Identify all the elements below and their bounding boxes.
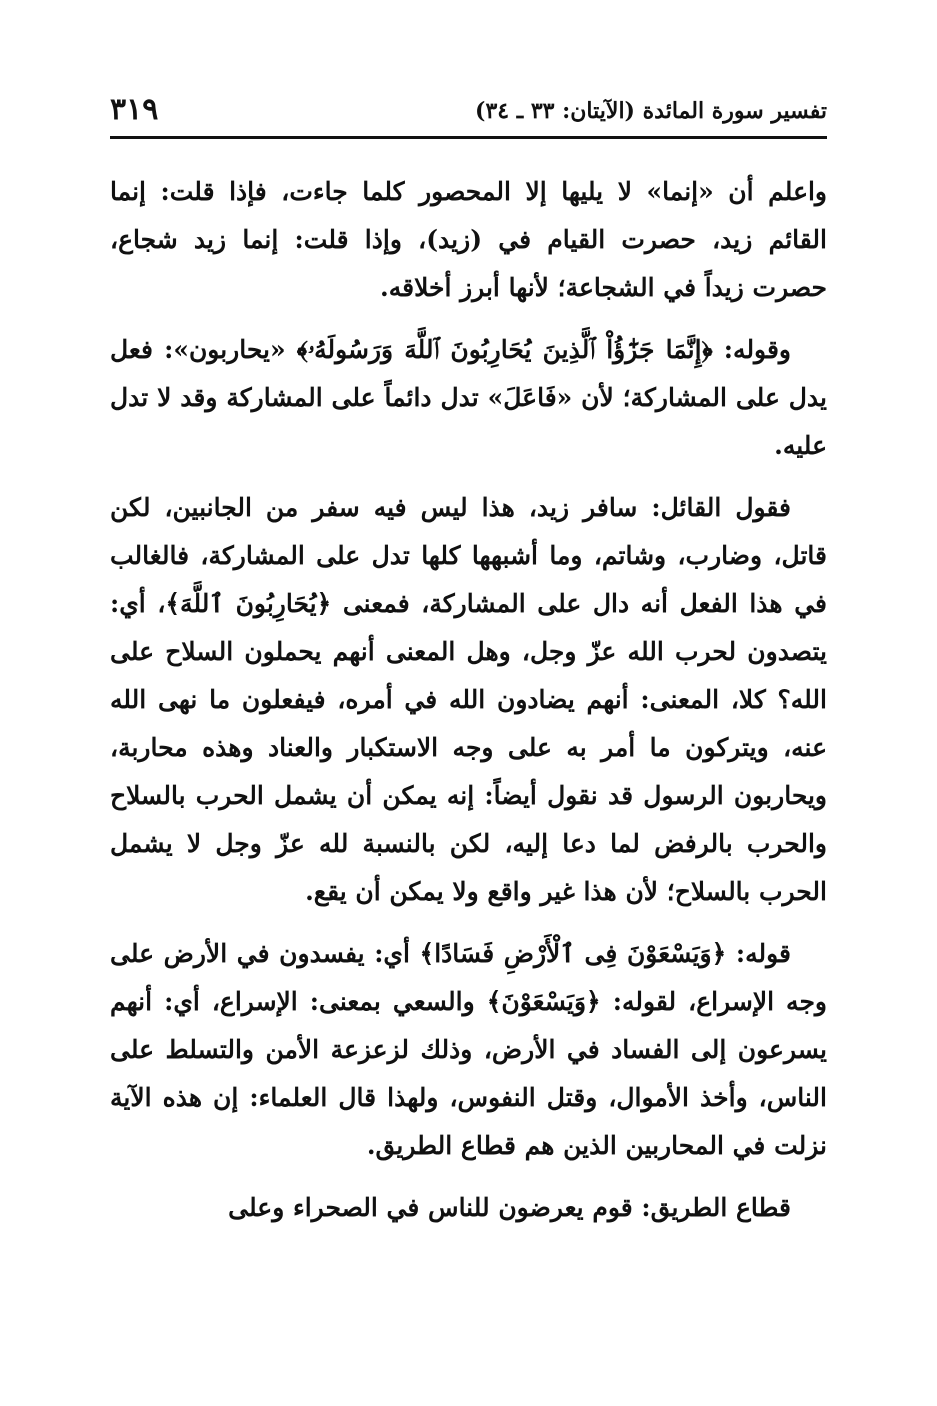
running-header	[110, 92, 827, 140]
paragraph-1: واعلم أن «إنما» لا يليها إلا المحصور كلما جاءت، فإذا قلت: إنما القائم زيد، حصرت القيام في (زيد)، وإذا قلت: إنما زيد شجاع، حصرت زيداً في الشجاعة؛ لأنها أبرز أخلاقه.	[110, 177, 827, 302]
paragraph-4: قوله: ﴿وَيَسْعَوْنَ فِى ٱلْأَرْضِ فَسَادًا﴾ أي: يفسدون في الأرض على وجه الإسراع، لقوله: ﴿وَيَسْعَوْنَ﴾ والسعي بمعنى: الإسراع، أي: أنهم يسرعون إلى الفساد في الأرض، وذلك لزعزعة الأمن والتسلط على الناس، وأخذ الأموال، وقتل النفوس، ولهذا قال العلماء: إن هذه الآية نزلت في المحاربين الذين هم قطاع الطريق.	[110, 939, 827, 1160]
paragraph-3: فقول القائل: سافر زيد، هذا ليس فيه سفر من الجانبين، لكن قاتل، وضارب، وشاتم، وما أشبهها كلها تدل على المشاركة، فالغالب في هذا الفعل أنه دال على المشاركة، فمعنى ﴿يُحَارِبُونَ ٱللَّهَ﴾، أي: يتصدون لحرب الله عزّ وجل، وهل المعنى أنهم يحملون السلاح على الله؟ كلا، المعنى: أنهم يضادون الله في أمره، فيفعلون ما نهى الله عنه، ويتركون ما أمر به على وجه الاستكبار والعناد وهذه محاربة، ويحاربون الرسول قد نقول أيضاً: إنه يمكن أن يشمل الحرب بالسلاح والحرب بالرفض لما دعا إليه، لكن بالنسبة لله عزّ وجل لا يشمل الحرب بالسلاح؛ لأن هذا غير واقع ولا يمكن أن يقع.	[110, 493, 827, 906]
body-text	[110, 168, 827, 1246]
running-header-title: تفسير سورة المائدة (الآيتان: ٣٣ ـ ٣٤)	[475, 98, 827, 124]
header-divider	[110, 136, 827, 139]
paragraph-2: وقوله: ﴿إِنَّمَا جَزَٰٓؤُاْ ٱلَّذِينَ يُحَارِبُونَ ٱللَّهَ وَرَسُولَهُۥ﴾ «يحاربون»: فعل يدل على المشاركة؛ لأن «فَاعَلَ» تدل دائماً على المشاركة وقد لا تدل عليه.	[110, 335, 827, 460]
paragraph-5: قطاع الطريق: قوم يعرضون للناس في الصحراء وعلى	[228, 1193, 791, 1222]
page-number: ٣١٩	[110, 92, 159, 127]
